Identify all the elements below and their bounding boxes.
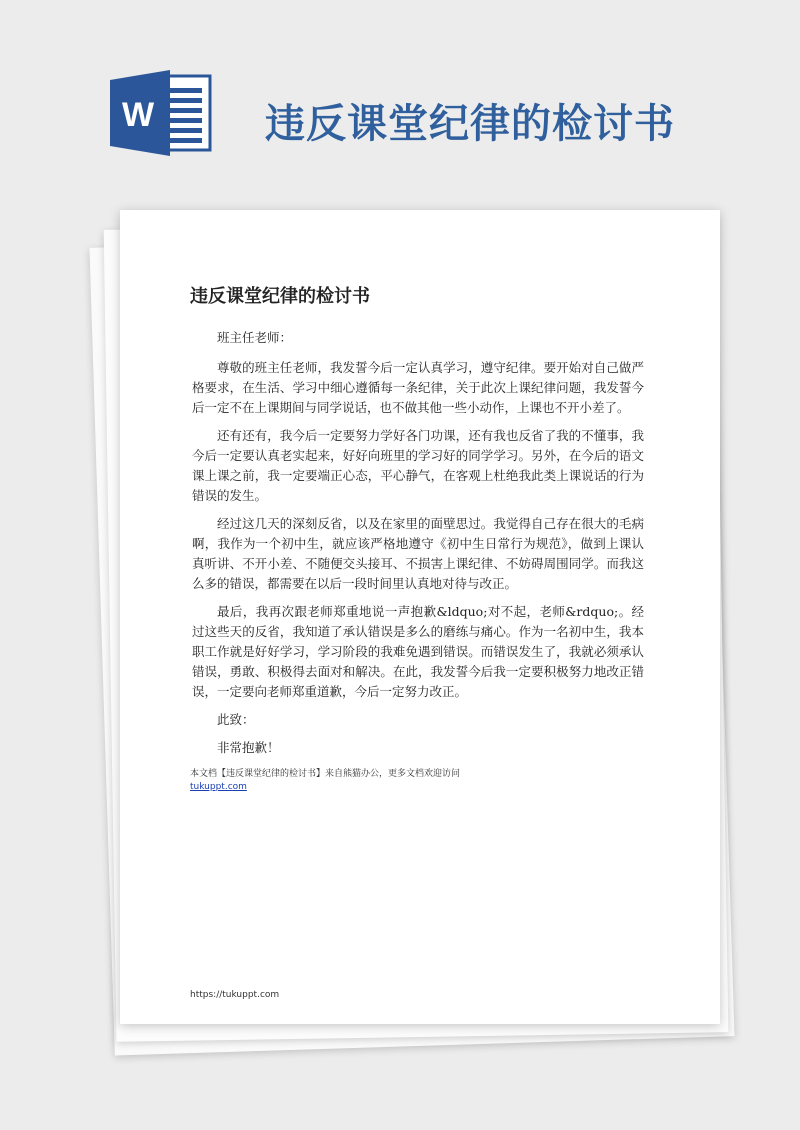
document-body — [192, 328, 644, 766]
source-note — [190, 768, 660, 794]
closing: 此致： — [217, 712, 255, 727]
header — [0, 0, 800, 200]
svg-text:W: W — [121, 96, 155, 134]
paragraph: 经过这几天的深刻反省，以及在家里的面壁思过。我觉得自己存在很大的毛病啊，我作为一个初中生，就应该严格地遵守《初中生日常行为规范》，做到上课认真听讲、不开小差、不随便交头接耳、不损害上课纪律、不妨碍周围同学。而我这么多的错误，都需要在以后一段时间里认真地对待与改正。 — [192, 516, 644, 591]
salutation: 班主任老师： — [217, 330, 293, 345]
page-url: https://tukuppt.com — [190, 990, 280, 1000]
header-title: 违反课堂纪律的检讨书 — [265, 101, 675, 147]
word-logo-icon — [110, 70, 212, 156]
document-page — [120, 210, 720, 1024]
paragraph: 最后，我再次跟老师郑重地说一声抱歉&ldquo;对不起，老师&rdquo;。经过这些天的反省，我知道了承认错误是多么的磨练与痛心。作为一名初中生，我本职工作就是好好学习，学习阶段的我难免遇到错误。而错误发生了，我就必须承认错误，勇敢、积极得去面对和解决。在此，我发誓今后我一定要积极努力地改正错误，一定要向老师郑重道歉，今后一定努力改正。 — [192, 604, 644, 699]
source-link[interactable]: tukuppt.com — [190, 782, 247, 792]
paragraph: 尊敬的班主任老师，我发誓今后一定认真学习，遵守纪律。要开始对自己做严格要求，在生活、学习中细心遵循每一条纪律，关于此次上课纪律问题，我发誓今后一定不在上课期间与同学说话，也不做其他一些小动作，上课也不开小差了。 — [192, 360, 644, 415]
source-note-text: 本文档【违反课堂纪律的检讨书】来自熊猫办公，更多文档欢迎访问 — [190, 769, 461, 779]
paragraph: 还有还有，我今后一定要努力学好各门功课，还有我也反省了我的不懂事，我今后一定要认真老实起来，好好向班里的学习好的同学学习。另外，在今后的语文课上课之前，我一定要端正心态，平心静气，在客观上杜绝我此类上课说话的行为错误的发生。 — [192, 428, 644, 503]
signature: 非常抱歉！ — [217, 740, 280, 755]
document-title: 违反课堂纪律的检讨书 — [190, 286, 370, 307]
